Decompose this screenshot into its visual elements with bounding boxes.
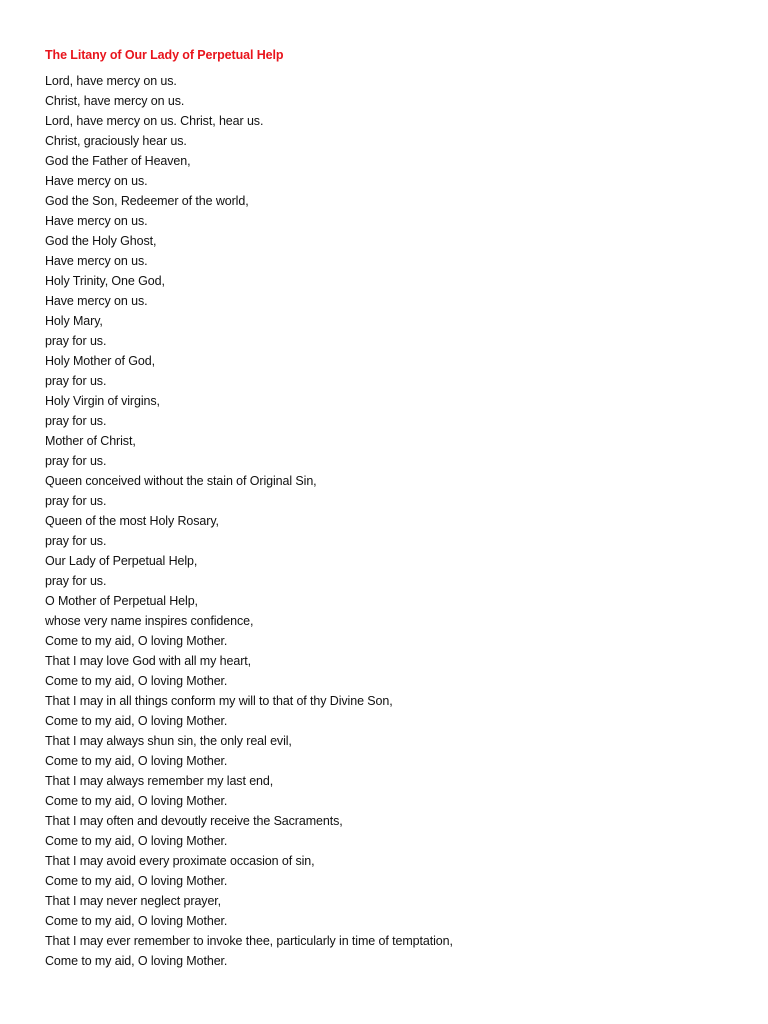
litany-line: Holy Trinity, One God, bbox=[45, 274, 165, 288]
litany-line: That I may love God with all my heart, bbox=[45, 654, 252, 668]
litany-line: That I may never neglect prayer, bbox=[45, 894, 222, 908]
litany-line: That I may always remember my last end, bbox=[45, 774, 274, 788]
litany-line: That I may often and devoutly receive the Sacraments, bbox=[45, 814, 343, 828]
litany-line: Have mercy on us. bbox=[45, 174, 148, 188]
litany-line: Mother of Christ, bbox=[45, 434, 136, 448]
litany-line: Lord, have mercy on us. bbox=[45, 74, 177, 88]
litany-line: Come to my aid, O loving Mother. bbox=[45, 874, 228, 888]
litany-line: Come to my aid, O loving Mother. bbox=[45, 794, 228, 808]
litany-line: pray for us. bbox=[45, 334, 107, 348]
litany-line: pray for us. bbox=[45, 574, 107, 588]
litany-line: Lord, have mercy on us. Christ, hear us. bbox=[45, 114, 264, 128]
litany-line: Queen conceived without the stain of Original Sin, bbox=[45, 474, 317, 488]
litany-line: God the Son, Redeemer of the world, bbox=[45, 194, 249, 208]
litany-line: pray for us. bbox=[45, 534, 107, 548]
litany-line: Come to my aid, O loving Mother. bbox=[45, 914, 228, 928]
document-page bbox=[45, 45, 735, 971]
litany-line: Christ, graciously hear us. bbox=[45, 134, 187, 148]
litany-line: Holy Mary, bbox=[45, 314, 103, 328]
litany-line: Come to my aid, O loving Mother. bbox=[45, 714, 228, 728]
litany-line: Come to my aid, O loving Mother. bbox=[45, 954, 228, 968]
litany-line: O Mother of Perpetual Help, bbox=[45, 594, 198, 608]
litany-line: Come to my aid, O loving Mother. bbox=[45, 674, 228, 688]
litany-line: pray for us. bbox=[45, 374, 107, 388]
litany-line: Have mercy on us. bbox=[45, 294, 148, 308]
litany-line: That I may always shun sin, the only real evil, bbox=[45, 734, 292, 748]
litany-line: Have mercy on us. bbox=[45, 214, 148, 228]
litany-line: Christ, have mercy on us. bbox=[45, 94, 185, 108]
document-title: The Litany of Our Lady of Perpetual Help bbox=[45, 48, 284, 62]
litany-line: pray for us. bbox=[45, 454, 107, 468]
litany-line: Come to my aid, O loving Mother. bbox=[45, 754, 228, 768]
litany-line: Queen of the most Holy Rosary, bbox=[45, 514, 219, 528]
litany-line: Holy Mother of God, bbox=[45, 354, 155, 368]
litany-line: That I may in all things conform my will to that of thy Divine Son, bbox=[45, 694, 393, 708]
litany-line: Come to my aid, O loving Mother. bbox=[45, 834, 228, 848]
litany-line: That I may ever remember to invoke thee, particularly in time of temptation, bbox=[45, 934, 453, 948]
litany-line: Come to my aid, O loving Mother. bbox=[45, 634, 228, 648]
litany-line: whose very name inspires confidence, bbox=[45, 614, 254, 628]
litany-line: pray for us. bbox=[45, 414, 107, 428]
litany-lines bbox=[45, 71, 735, 971]
litany-line: pray for us. bbox=[45, 494, 107, 508]
litany-line: God the Holy Ghost, bbox=[45, 234, 157, 248]
litany-line: Our Lady of Perpetual Help, bbox=[45, 554, 198, 568]
litany-line: Holy Virgin of virgins, bbox=[45, 394, 160, 408]
litany-line: That I may avoid every proximate occasion of sin, bbox=[45, 854, 315, 868]
litany-line: Have mercy on us. bbox=[45, 254, 148, 268]
litany-line: God the Father of Heaven, bbox=[45, 154, 191, 168]
